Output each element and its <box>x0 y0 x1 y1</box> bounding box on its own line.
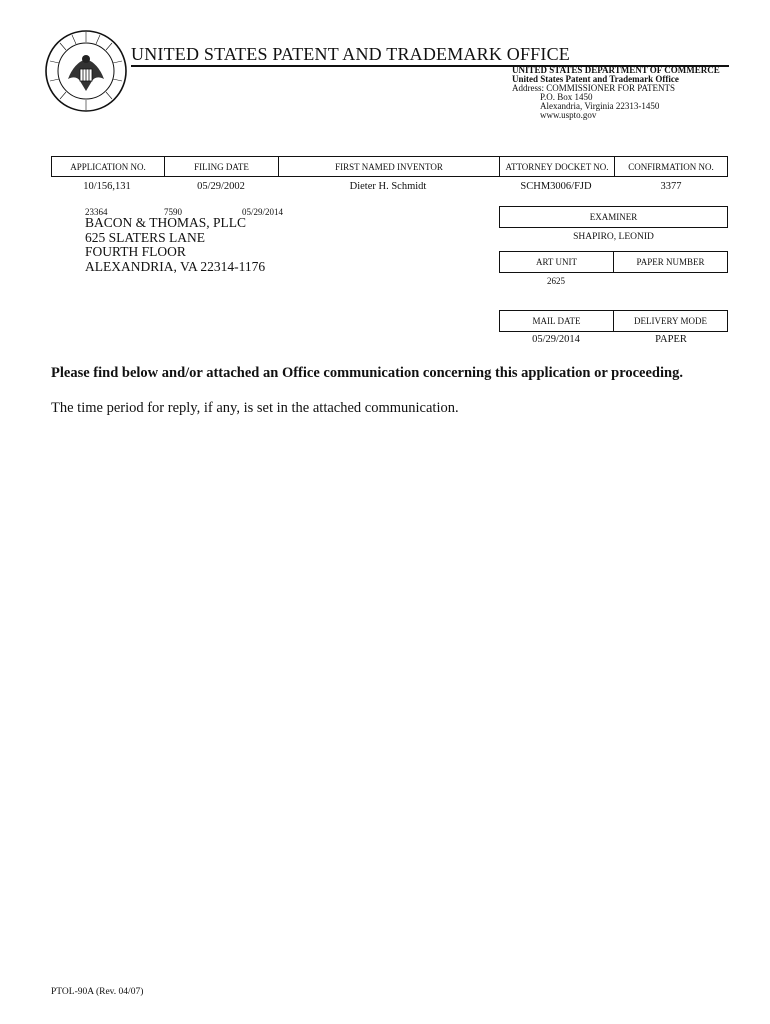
firm-name: BACON & THOMAS, PLLC <box>85 215 247 230</box>
mail-date-box <box>499 310 728 332</box>
art-unit-box <box>499 251 728 273</box>
header-filing-date: FILING DATE <box>165 157 279 177</box>
floor-line: FOURTH FLOOR <box>85 244 186 259</box>
header-confirmation-no: CONFIRMATION NO. <box>615 157 728 177</box>
website-link[interactable]: www.uspto.gov <box>540 110 597 120</box>
city-state-zip: ALEXANDRIA, VA 22314-1176 <box>85 258 266 274</box>
uspto-seal-icon <box>44 29 128 113</box>
communication-notice: Please find below and/or attached an Office communication concerning this application or proceeding. <box>51 365 683 381</box>
correspondence-date: 05/29/2014 <box>242 207 284 217</box>
customer-number: 23364 <box>85 207 108 217</box>
mail-date-label: MAIL DATE <box>500 311 614 331</box>
correspondence-code: 7590 <box>164 207 182 217</box>
reply-period-note: The time period for reply, if any, is set in the attached communication. <box>51 400 459 416</box>
art-unit-label: ART UNIT <box>500 252 614 272</box>
paper-number-label: PAPER NUMBER <box>636 257 705 267</box>
street-address: 625 SLATERS LANE <box>85 229 206 245</box>
delivery-mode-label: DELIVERY MODE <box>634 316 707 326</box>
attorney-docket: SCHM3006/FJD <box>520 181 592 192</box>
po-box: P.O. Box 1450 <box>540 92 593 102</box>
first-inventor: Dieter H. Schmidt <box>349 181 427 192</box>
examiner-label-box <box>499 206 728 228</box>
examiner-name: SHAPIRO, LEONID <box>573 232 654 242</box>
examiner-label: EXAMINER <box>589 212 638 222</box>
form-identifier: PTOL-90A (Rev. 04/07) <box>51 987 144 997</box>
department-name: UNITED STATES DEPARTMENT OF COMMERCE <box>512 65 720 75</box>
department-block <box>512 66 720 120</box>
header-attorney-docket: ATTORNEY DOCKET NO. <box>500 157 615 177</box>
header-first-inventor: FIRST NAMED INVENTOR <box>279 157 500 177</box>
confirmation-no: 3377 <box>660 181 682 192</box>
mail-date-value: 05/29/2014 <box>532 334 580 345</box>
office-title: UNITED STATES PATENT AND TRADEMARK OFFICE <box>131 44 570 64</box>
art-unit-value: 2625 <box>547 276 565 286</box>
application-no: 10/156,131 <box>83 181 131 192</box>
city-line: Alexandria, Virginia 22313-1450 <box>540 101 660 111</box>
delivery-mode-value: PAPER <box>655 334 687 345</box>
application-header-table <box>51 156 728 177</box>
address-line: Address: COMMISSIONER FOR PATENTS <box>512 83 675 93</box>
header-application-no: APPLICATION NO. <box>52 157 165 177</box>
filing-date: 05/29/2002 <box>197 181 245 192</box>
correspondence-address <box>85 216 265 274</box>
agency-name: United States Patent and Trademark Office <box>512 74 679 84</box>
